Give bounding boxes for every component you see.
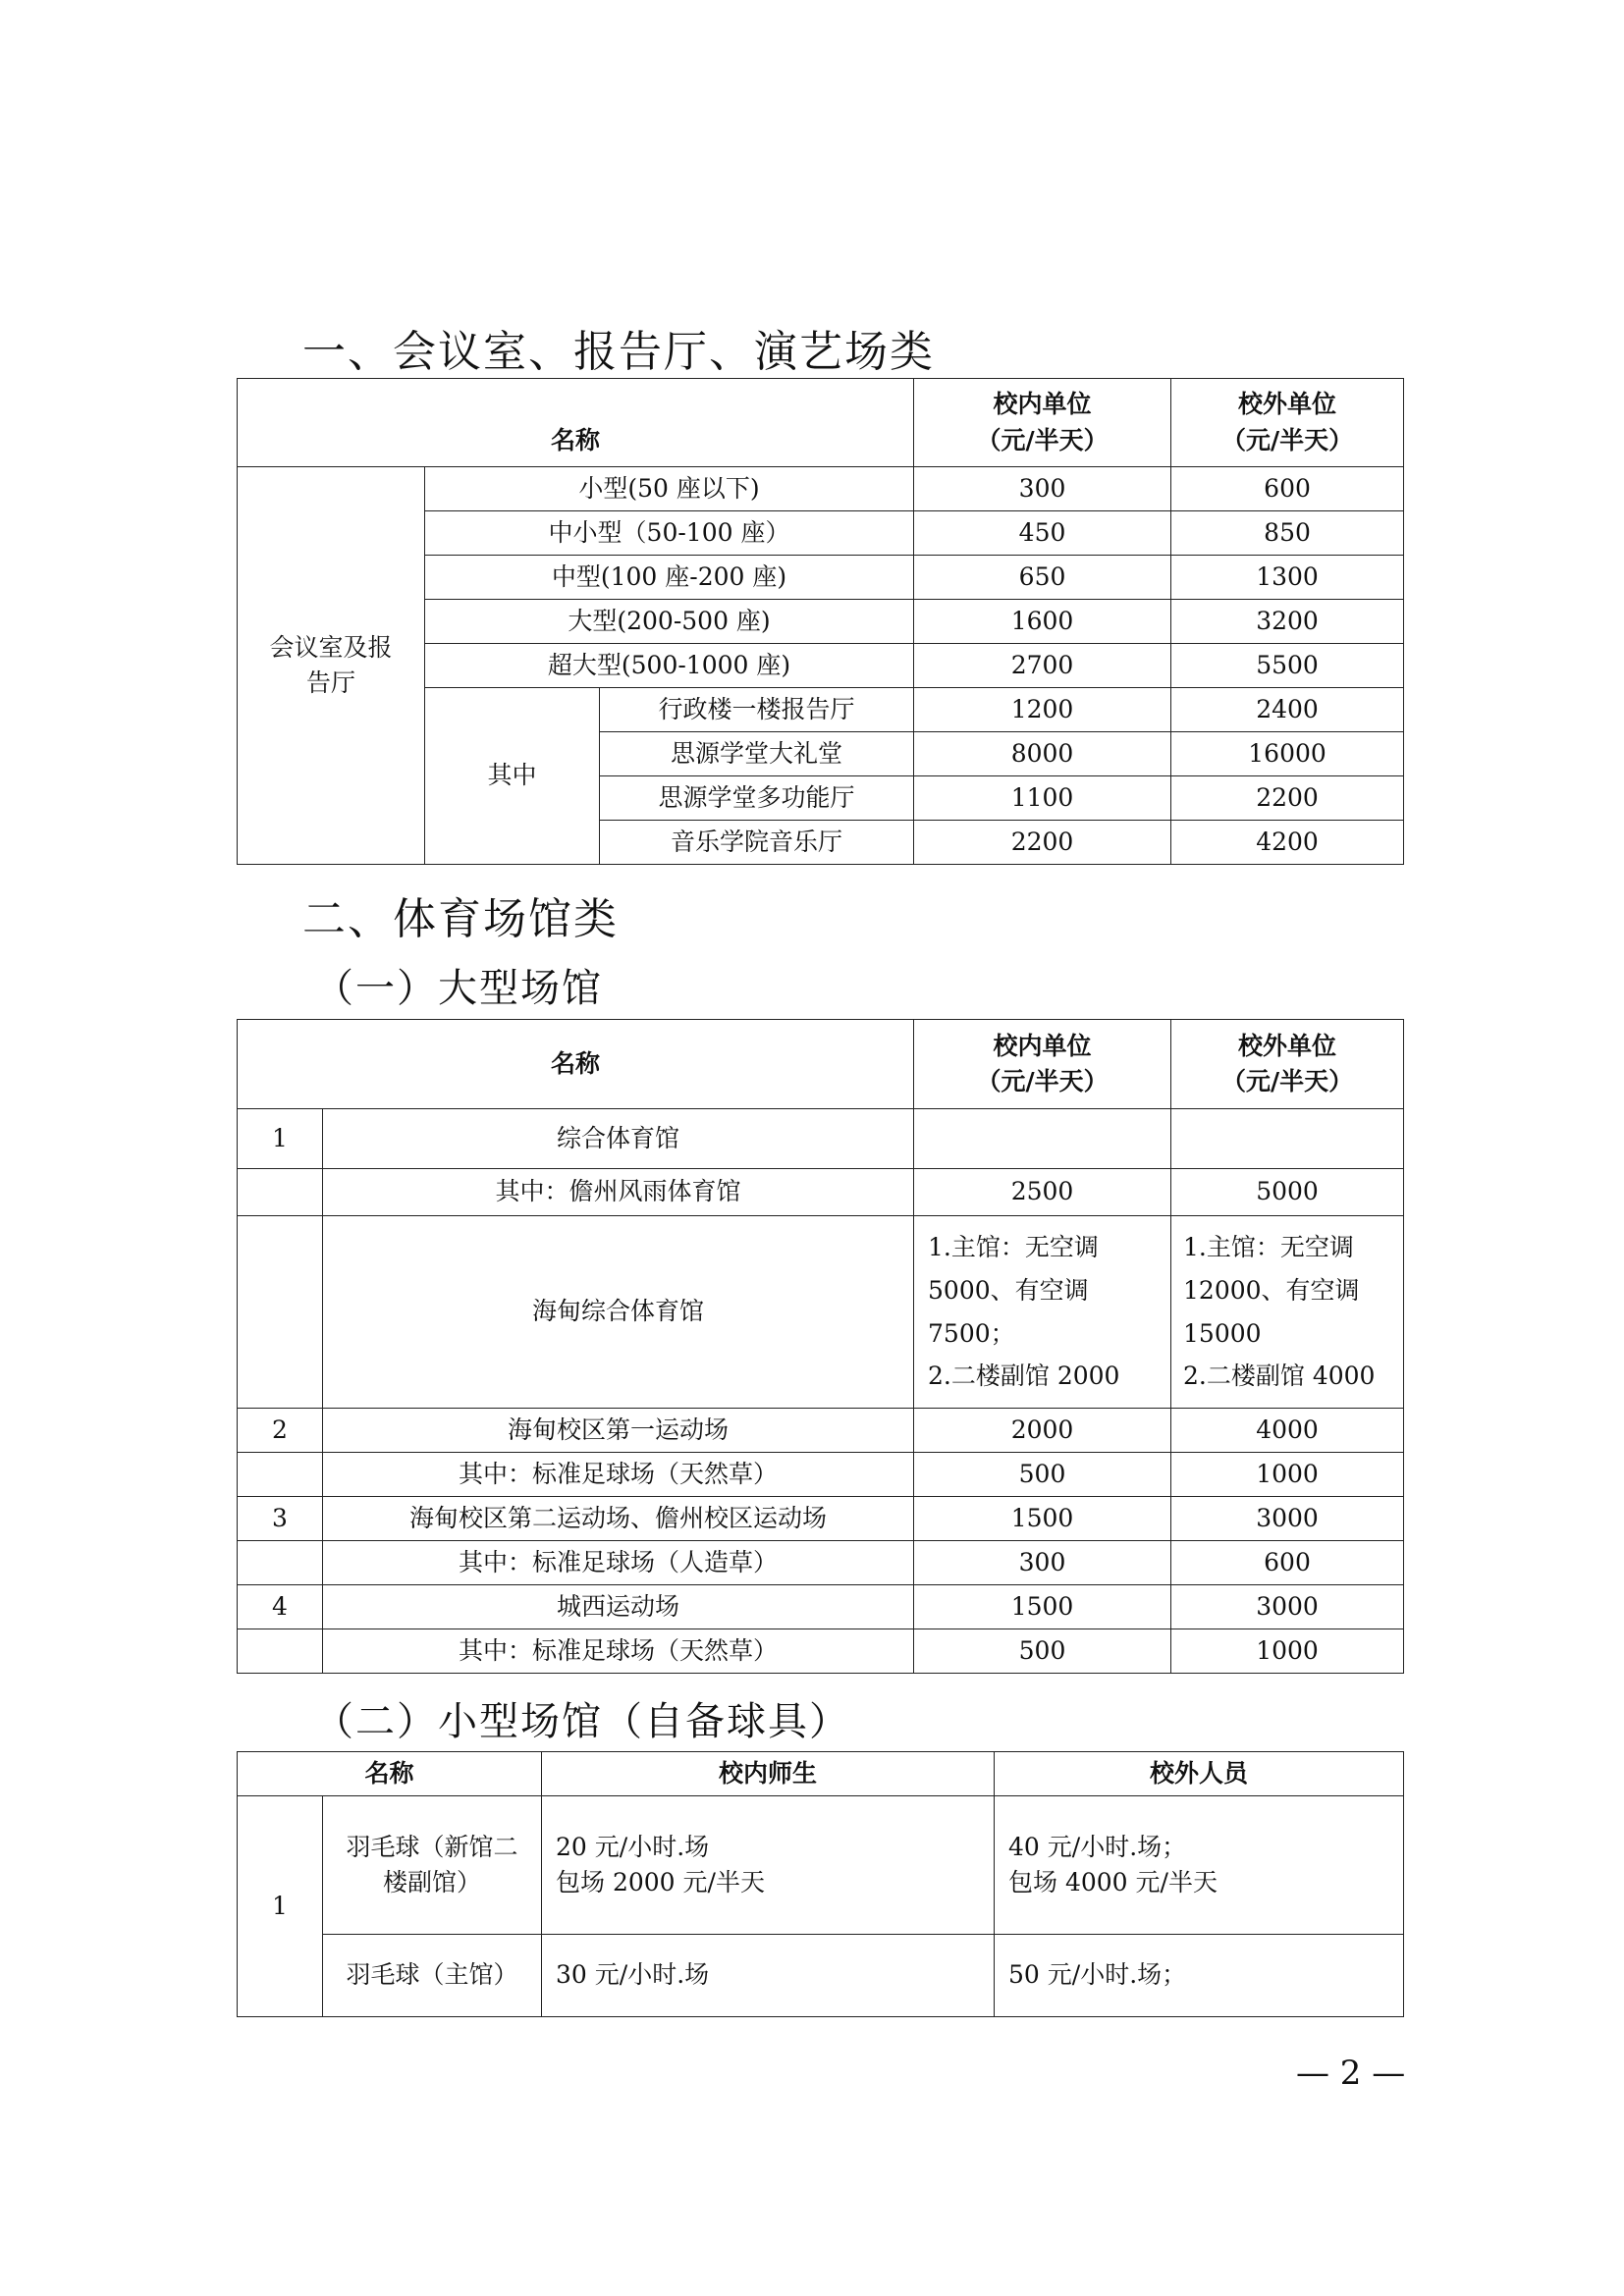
row-name: 其中：标准足球场（天然草） (323, 1629, 914, 1674)
row-internal: 1100 (914, 776, 1171, 821)
row-name: 小型(50 座以下) (425, 467, 914, 511)
row-name: 超大型(500-1000 座) (425, 644, 914, 688)
row-name: 羽毛球（新馆二楼副馆） (323, 1796, 542, 1935)
row-name: 行政楼一楼报告厅 (600, 688, 914, 732)
header-name: 名称 (238, 1752, 542, 1796)
row-internal: 2500 (914, 1169, 1171, 1216)
row-external: 4200 (1171, 821, 1404, 865)
row-name: 中小型（50-100 座） (425, 511, 914, 556)
row-internal (914, 1109, 1171, 1169)
section1-title: 一、会议室、报告厅、演艺场类 (302, 327, 935, 377)
header-external: 校外单位 （元/半天） (1171, 379, 1404, 467)
row-external: 1000 (1171, 1453, 1404, 1497)
group-label: 会议室及报告厅 (238, 467, 425, 865)
row-external: 5000 (1171, 1169, 1404, 1216)
header-internal: 校内单位 （元/半天） (914, 1020, 1171, 1109)
table-header-row (238, 379, 1404, 467)
row-internal: 650 (914, 556, 1171, 600)
section2-sub2-title: （二）小型场馆（自备球具） (314, 1699, 850, 1744)
row-number: 1 (238, 1796, 323, 2017)
table-row (238, 467, 1404, 511)
row-external: 4000 (1171, 1409, 1404, 1453)
row-number (238, 1629, 323, 1674)
row-external: 3000 (1171, 1585, 1404, 1629)
table-row (238, 1796, 1404, 1935)
row-name: 其中：标准足球场（人造草） (323, 1541, 914, 1585)
table-row (238, 1629, 1404, 1674)
table-row (238, 1935, 1404, 2017)
sub-group-label: 其中 (425, 688, 600, 865)
row-internal: 30 元/小时.场 (542, 1935, 995, 2017)
row-internal: 300 (914, 467, 1171, 511)
meeting-room-fee-table (237, 378, 1404, 865)
table-row (238, 1409, 1404, 1453)
row-internal: 20 元/小时.场 包场 2000 元/半天 (542, 1796, 995, 1935)
table-row (238, 1541, 1404, 1585)
table-row (238, 1169, 1404, 1216)
header-external: 校外单位 （元/半天） (1171, 1020, 1404, 1109)
row-name: 羽毛球（主馆） (323, 1935, 542, 2017)
row-internal: 2700 (914, 644, 1171, 688)
row-name: 思源学堂多功能厅 (600, 776, 914, 821)
row-external: 1300 (1171, 556, 1404, 600)
row-internal: 2200 (914, 821, 1171, 865)
row-external: 1000 (1171, 1629, 1404, 1674)
row-number: 3 (238, 1497, 323, 1541)
row-external: 600 (1171, 1541, 1404, 1585)
row-internal: 1600 (914, 600, 1171, 644)
row-name: 思源学堂大礼堂 (600, 732, 914, 776)
row-name: 城西运动场 (323, 1585, 914, 1629)
row-name: 其中：标准足球场（天然草） (323, 1453, 914, 1497)
row-internal: 1500 (914, 1585, 1171, 1629)
table-row (238, 1585, 1404, 1629)
page-number: — 2 — (1296, 2054, 1406, 2093)
row-number (238, 1541, 323, 1585)
row-name: 大型(200-500 座) (425, 600, 914, 644)
table-row (238, 1109, 1404, 1169)
large-venue-fee-table (237, 1019, 1404, 1674)
row-internal: 8000 (914, 732, 1171, 776)
row-internal: 2000 (914, 1409, 1171, 1453)
row-external: 16000 (1171, 732, 1404, 776)
header-name: 名称 (238, 1020, 914, 1109)
row-external (1171, 1109, 1404, 1169)
row-name: 其中：儋州风雨体育馆 (323, 1169, 914, 1216)
row-number: 1 (238, 1109, 323, 1169)
row-external: 2400 (1171, 688, 1404, 732)
row-external: 600 (1171, 467, 1404, 511)
row-number: 4 (238, 1585, 323, 1629)
row-number (238, 1169, 323, 1216)
row-name: 海甸校区第二运动场、儋州校区运动场 (323, 1497, 914, 1541)
table-row (238, 1216, 1404, 1409)
header-internal: 校内师生 (542, 1752, 995, 1796)
row-name: 综合体育馆 (323, 1109, 914, 1169)
row-external: 50 元/小时.场； (995, 1935, 1404, 2017)
row-name: 海甸校区第一运动场 (323, 1409, 914, 1453)
table-header-row (238, 1020, 1404, 1109)
small-venue-fee-table (237, 1751, 1404, 2017)
row-internal: 500 (914, 1453, 1171, 1497)
row-external: 850 (1171, 511, 1404, 556)
table-header-row (238, 1752, 1404, 1796)
header-name: 名称 (238, 379, 914, 467)
row-internal: 300 (914, 1541, 1171, 1585)
section2-title: 二、体育场馆类 (302, 894, 619, 944)
section2-sub1-title: （一）大型场馆 (314, 966, 603, 1011)
row-internal: 1200 (914, 688, 1171, 732)
row-number (238, 1216, 323, 1409)
row-internal: 1.主馆：无空调 5000、有空调 7500； 2.二楼副馆 2000 (914, 1216, 1171, 1409)
row-external: 3200 (1171, 600, 1404, 644)
header-external: 校外人员 (995, 1752, 1404, 1796)
row-external: 40 元/小时.场； 包场 4000 元/半天 (995, 1796, 1404, 1935)
header-internal: 校内单位 （元/半天） (914, 379, 1171, 467)
row-internal: 500 (914, 1629, 1171, 1674)
row-internal: 1500 (914, 1497, 1171, 1541)
row-number: 2 (238, 1409, 323, 1453)
row-name: 海甸综合体育馆 (323, 1216, 914, 1409)
row-external: 5500 (1171, 644, 1404, 688)
row-external: 3000 (1171, 1497, 1404, 1541)
row-internal: 450 (914, 511, 1171, 556)
row-name: 音乐学院音乐厅 (600, 821, 914, 865)
table-row (238, 1497, 1404, 1541)
row-number (238, 1453, 323, 1497)
table-row (238, 1453, 1404, 1497)
row-external: 1.主馆：无空调 12000、有空调 15000 2.二楼副馆 4000 (1171, 1216, 1404, 1409)
row-external: 2200 (1171, 776, 1404, 821)
row-name: 中型(100 座-200 座) (425, 556, 914, 600)
